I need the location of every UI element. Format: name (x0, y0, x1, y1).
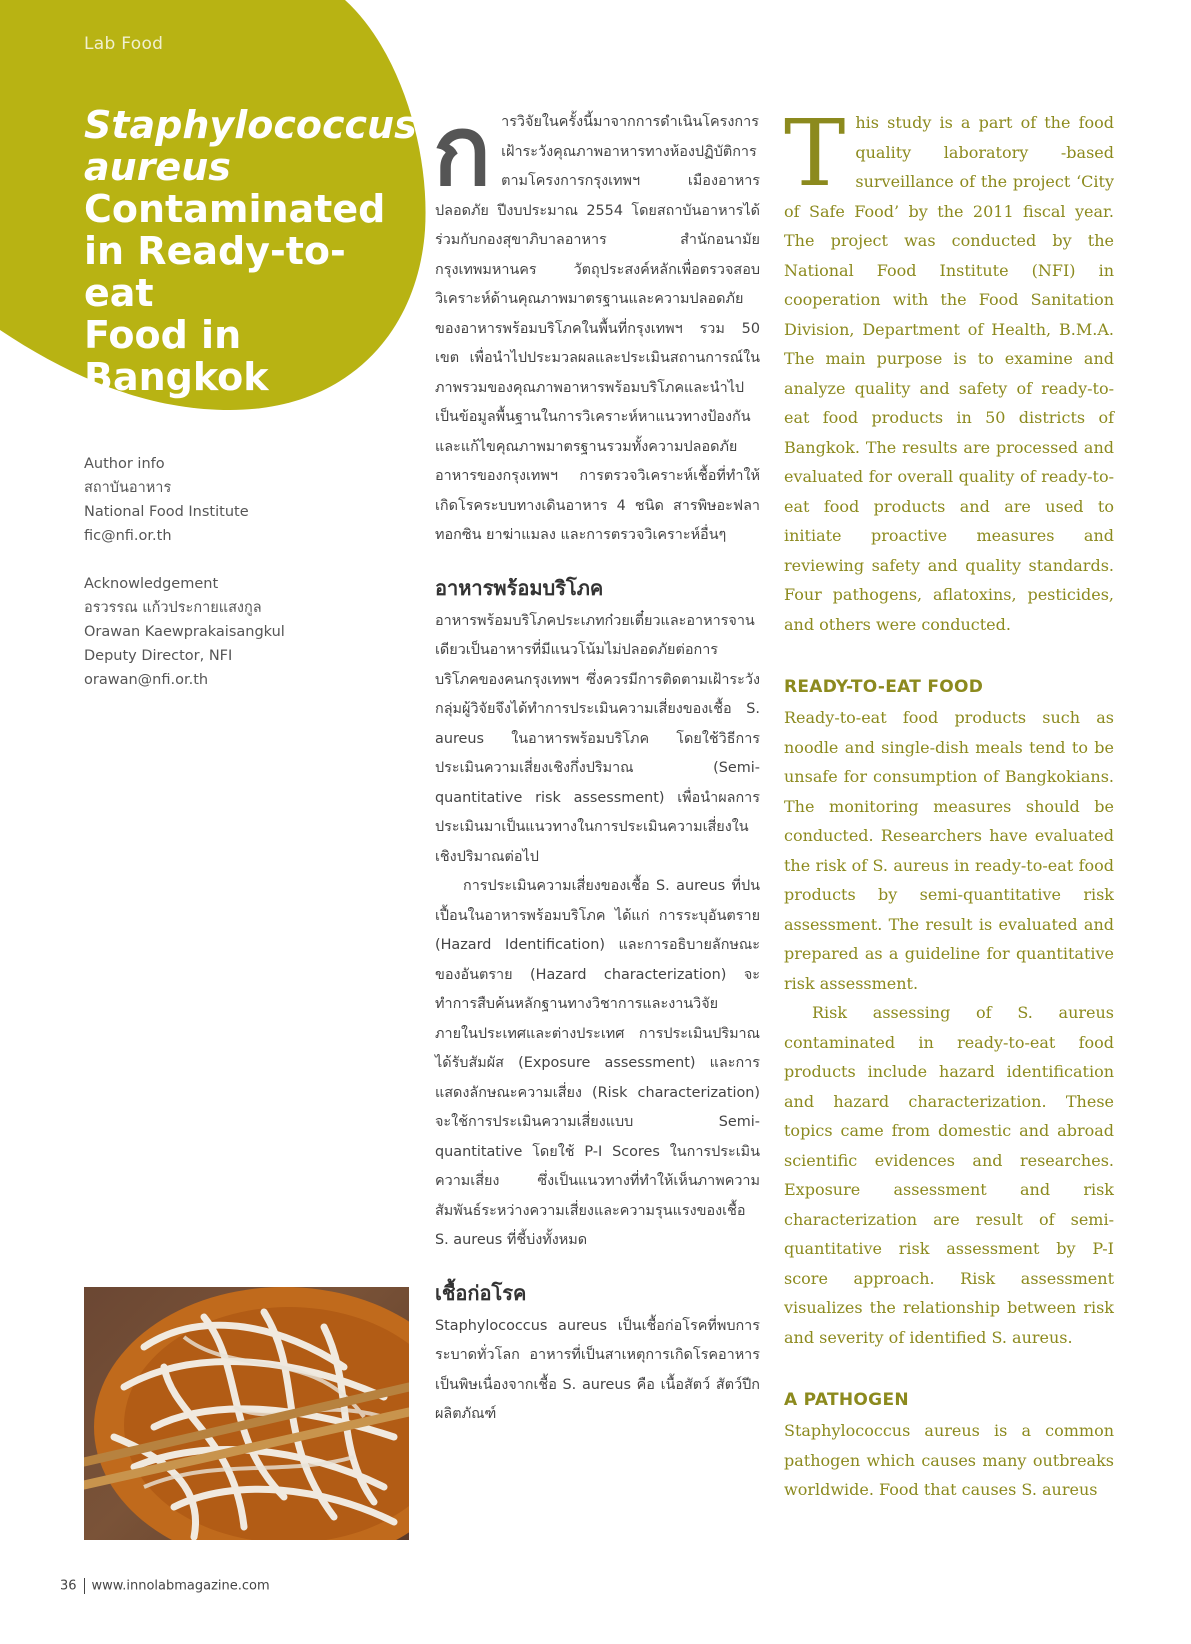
thai-intro-text: ารวิจัยในครั้งนี้มาจากการดำเนินโครงการเฝ้าระวังคุณภาพอาหารทางห้องปฏิบัติการตามโครงการกรุงเทพฯ เมืองอาหารปลอดภัย ปีงบประมาณ 2554 โดยสถาบันอาหารได้ร่วมกับกองสุขาภิบาลอาหาร สำนักอนามัย กรุงเทพมหานคร วัตถุประสงค์หลักเพื่อตรวจสอบวิเคราะห์ด้านคุณภาพมาตรฐานและความปลอดภัยของอาหารพร้อมบริโภคในพื้นที่กรุงเทพฯ รวม 50 เขต เพื่อนำไปประมวลผลและประเมินสถานการณ์ในภาพรวมของคุณภาพอาหารพร้อมบริโภคและนำไปเป็นข้อมูลพื้นฐานในการวิเคราะห์หาแนวทางป้องกันและแก้ไขคุณภาพมาตรฐานรวมทั้งความปลอดภัยอาหารของกรุงเทพฯ การตรวจวิเคราะห์เชื้อที่ทำให้เกิดโรคระบบทางเดินอาหาร 4 ชนิด สารพิษอะฟลาทอกซิน ยาฆ่าแมลง และการตรวจวิเคราะห์อื่นๆ (435, 114, 760, 543)
english-dropcap: T (784, 100, 846, 207)
title-line-2: in Ready-to-eat (84, 229, 346, 315)
acknowledgement-name-thai: อรวรรณ แก้วประกายแสงกูล (84, 600, 262, 616)
footer-divider (84, 1578, 85, 1594)
article-title (84, 103, 417, 399)
author-org-en: National Food Institute (84, 504, 249, 520)
thai-para-3: Staphylococcus aureus เป็นเชื้อก่อโรคที่พบการระบาดทั่วโลก อาหารที่เป็นสาเหตุการเกิดโรคอาหารเป็นพิษเนื่องจากเชื้อ S. aureus คือ เนื้อสัตว์ สัตว์ปีก ผลิตภัณฑ์ (435, 1317, 760, 1422)
acknowledgement-email: orawan@nfi.or.th (84, 672, 209, 688)
acknowledgement-heading: Acknowledgement (84, 576, 219, 592)
thai-heading-ready-to-eat: อาหารพร้อมบริโภค (435, 575, 604, 600)
english-column (784, 100, 1114, 1505)
title-italic-1: Staphylococcus (84, 103, 417, 147)
acknowledgement (84, 572, 324, 692)
english-para-3: Staphylococcus aureus is a common pathogen which causes many outbreaks worldwide. Food that causes S. aureus (784, 1421, 1114, 1499)
author-email: fic@nfi.or.th (84, 528, 172, 544)
thai-para-1: อาหารพร้อมบริโภคประเภทก๋วยเตี๋ยวและอาหารจานเดียวเป็นอาหารที่มีแนวโน้มไม่ปลอดภัยต่อการบริโภคของคนกรุงเทพฯ ซึ่งควรมีการติดตามเฝ้าระวัง กลุ่มผู้วิจัยจึงได้ทำการประเมินความเสี่ยงของเชื้อ S. aureus ในอาหารพร้อมบริโภค โดยใช้วิธีการประเมินความเสี่ยงเชิงกึ่งปริมาณ (Semi-quantitative risk assessment) เพื่อนำผลการประเมินมาเป็นแนวทางในการประเมินความเสี่ยงในเชิงปริมาณต่อไป (435, 612, 760, 865)
thai-intro (433, 95, 760, 551)
noodles-chopsticks-photo (84, 1287, 409, 1540)
acknowledgement-position: Deputy Director, NFI (84, 648, 233, 664)
thai-heading-pathogen: เชื้อก่อโรค (435, 1280, 527, 1305)
title-line-4: Bangkok (84, 355, 269, 399)
english-heading-ready-to-eat: READY-TO-EAT FOOD (784, 677, 984, 697)
english-para-2: Risk assessing of S. aureus contaminated in ready-to-eat food products include hazard identification and hazard characterization. These topics came from domestic and abroad scientific evidences and researches. Exposure assessment and risk characterization are result of semi-quantitative risk assessment by P-I score approach. Risk assessment visualizes the relationship between risk and severity of identified S. aureus. (784, 1003, 1114, 1347)
english-heading-pathogen: A PATHOGEN (784, 1390, 909, 1410)
author-info-heading: Author info (84, 456, 165, 472)
page-number: 36 (60, 1578, 77, 1594)
author-org-thai: สถาบันอาหาร (84, 480, 172, 496)
thai-para-2: การประเมินความเสี่ยงของเชื้อ S. aureus ที่ปนเปื้อนในอาหารพร้อมบริโภค ได้แก่ การระบุอันตราย (Hazard Identification) และการอธิบายลักษณะของอันตราย (Hazard characterization) จะทำการสืบค้นหลักฐานทางวิชาการและงานวิจัยภายในประเทศและต่างประเทศ การประเมินปริมาณได้รับสัมผัส (Exposure assessment) และการแสดงลักษณะความเสี่ยง (Risk characterization) จะใช้การประเมินความเสี่ยงแบบ Semi-quantitative โดยใช้ P-I Scores ในการประเมินความเสี่ยง ซึ่งเป็นแนวทางที่ทำให้เห็นภาพความสัมพันธ์ระหว่างความเสี่ยงและความรุนแรงของเชื้อ S. aureus ที่ชี้บ่งทั้งหมด (435, 878, 760, 1248)
title-italic-2: aureus (84, 145, 231, 189)
author-info (84, 452, 324, 548)
thai-dropcap: ก (433, 95, 492, 207)
section-label: Lab Food (84, 34, 164, 54)
page-footer (60, 1578, 270, 1594)
title-line-3: Food in (84, 313, 242, 357)
footer-website-link[interactable]: www.innolabmagazine.com (91, 1578, 270, 1594)
title-line-1: Contaminated (84, 187, 386, 231)
english-para-1: Ready-to-eat food products such as noodle and single-dish meals tend to be unsafe for consumption of Bangkokians. The monitoring measures should be conducted. Researchers have evaluated the risk of S. aureus in ready-to-eat food products by semi-quantitative risk assessment. The result is evaluated and prepared as a guideline for quantitative risk assessment. (784, 708, 1114, 993)
acknowledgement-name-en: Orawan Kaewprakaisangkul (84, 624, 285, 640)
english-intro-text: his study is a part of the food quality laboratory -based surveillance of the project ‘City of Safe Food’ by the 2011 fiscal year. The project was conducted by the National Food Institute (NFI) in cooperation with the Food Sanitation Division, Department of Health, B.M.A. The main purpose is to examine and analyze quality and safety of ready-to-eat food products in 50 districts of Bangkok. The results are processed and evaluated for overall quality of ready-to-eat food products and are used to initiate proactive measures and reviewing safety and quality standards. Four pathogens, aflatoxins, pesticides, and others were conducted. (784, 113, 1114, 634)
photo-illustration (84, 1287, 409, 1540)
english-intro (784, 100, 1114, 639)
thai-column (433, 95, 760, 1430)
